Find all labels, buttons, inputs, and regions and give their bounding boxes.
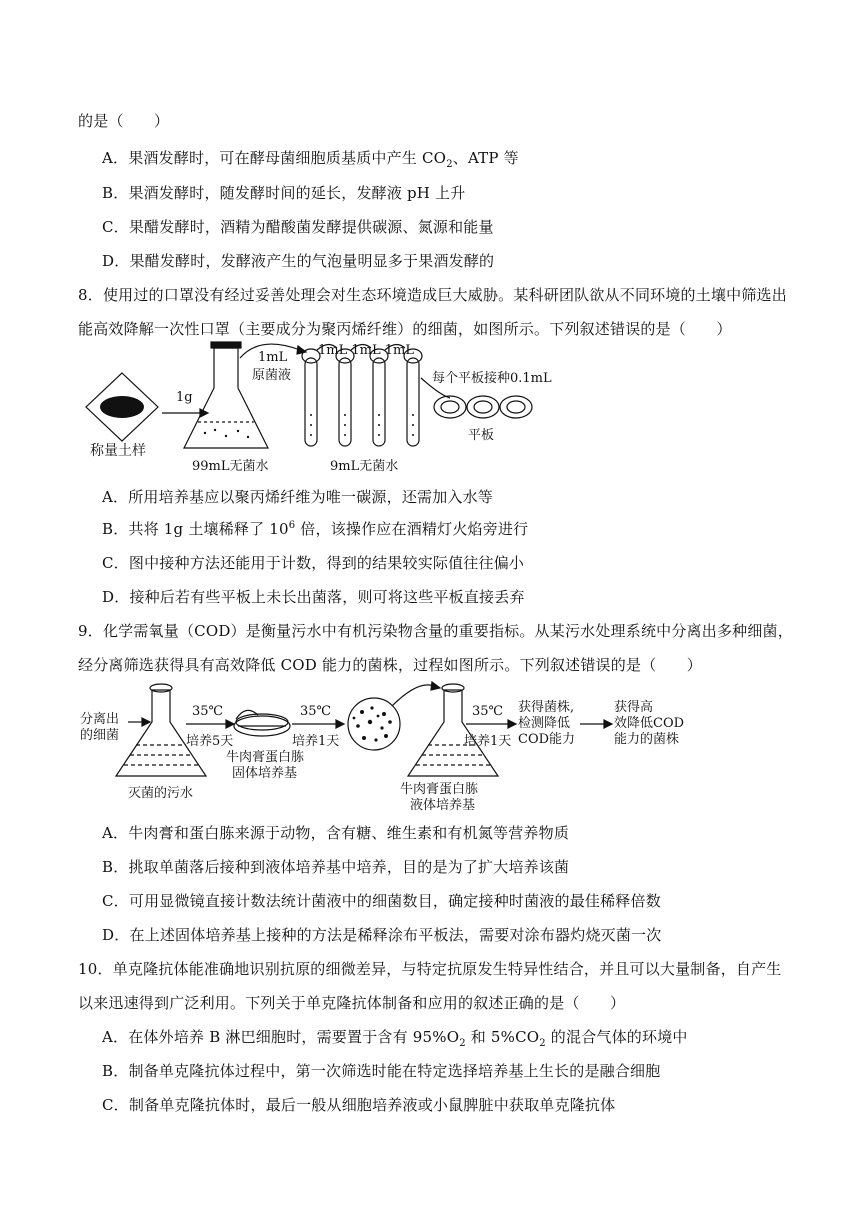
- subscript: 2: [459, 1038, 466, 1049]
- q9-option-d: [102, 924, 661, 945]
- q9-option-b: [102, 856, 569, 877]
- q7-option-a: [102, 147, 519, 170]
- q8-option-d: [102, 586, 525, 607]
- test-tubes: [302, 349, 422, 446]
- start-label-2: 的细菌: [80, 728, 120, 743]
- option-letter: B．: [102, 858, 129, 876]
- option-letter: D．: [102, 588, 130, 606]
- q9-stem-line2: 经分离筛选获得具有高效降低 COD 能力的菌株，过程如图所示。下列叙述错误的是（ ）: [78, 656, 702, 674]
- superscript: 6: [288, 520, 296, 531]
- stock-solution-label: 原菌液: [252, 368, 292, 383]
- q9-option-a: [102, 822, 569, 843]
- temp-label-3: 35℃: [472, 704, 504, 719]
- plate-label-2: 固体培养基: [232, 766, 298, 781]
- q7-option-c: [102, 216, 494, 237]
- option-letter: A．: [102, 1028, 129, 1046]
- subscript: 2: [539, 1038, 546, 1049]
- plates-note: 每个平板接种0.1mL: [432, 371, 552, 386]
- temp-label-2: 35℃: [300, 704, 332, 719]
- option-text-cont: 、ATP 等: [452, 149, 519, 167]
- result1-line1: 获得菌株,: [518, 700, 575, 715]
- option-text: 果醋发酵时，发酵液产生的气泡量明显多于果酒发酵的: [129, 252, 495, 270]
- q8-option-c: [102, 552, 524, 573]
- flask-label: 99mL无菌水: [192, 459, 269, 474]
- q10-option-b: [102, 1060, 660, 1081]
- flask2-label-2: 液体培养基: [410, 798, 476, 813]
- result2-line2: 效降低COD: [614, 716, 685, 731]
- option-text-cont: 和 5%CO: [465, 1028, 540, 1046]
- option-letter: B．: [102, 1062, 129, 1080]
- option-letter: D．: [102, 926, 130, 944]
- q7-option-d: [102, 250, 494, 271]
- plate-label-1: 牛肉膏蛋白胨: [226, 750, 305, 765]
- q8-stem-line1: 8．使用过的口罩没有经过妥善处理会对生态环境造成巨大威胁。某科研团队欲从不同环境的土壤中筛选出: [78, 286, 787, 304]
- option-text: 果酒发酵时，随发酵时间的延长，发酵液 pH 上升: [128, 184, 466, 202]
- subscript: 2: [446, 159, 453, 170]
- result1-line2: 检测降低: [518, 716, 571, 731]
- tubes-label: 9mL无菌水: [330, 459, 399, 474]
- option-text: 共将 1g 土壤稀释了 10: [128, 520, 289, 538]
- weight-label: 1g: [176, 390, 193, 405]
- option-text: 挑取单菌落后接种到液体培养基中培养，目的是为了扩大培养该菌: [128, 858, 570, 876]
- option-letter: C．: [102, 1096, 129, 1114]
- dilution-flask: [184, 348, 268, 448]
- agar-plates: [434, 396, 532, 418]
- option-text: 图中接种方法还能用于计数，得到的结果较实际值往往偏小: [128, 554, 525, 572]
- q7-stem-tail: 的是（ ）: [78, 112, 170, 130]
- start-label-1: 分离出: [80, 712, 120, 727]
- q10-stem-line1: 10．单克隆抗体能准确地识别抗原的细微差异，与特定抗原发生特异性结合，并且可以大量制备，自产生: [78, 960, 782, 978]
- q10-option-a: [102, 1026, 688, 1049]
- option-letter: A．: [102, 488, 129, 506]
- flask1-label: 灭菌的污水: [128, 786, 194, 801]
- option-letter: B．: [102, 184, 129, 202]
- colonies-view: [348, 698, 400, 750]
- option-text: 果醋发酵时，酒精为醋酸菌发酵提供碳源、氮源和能量: [128, 218, 494, 236]
- option-text: 可用显微镜直接计数法统计菌液中的细菌数目，确定接种时菌液的最佳稀释倍数: [128, 892, 661, 910]
- q10-option-c: [102, 1094, 615, 1115]
- option-text-cont: 倍，该操作应在酒精灯火焰旁进行: [295, 520, 529, 538]
- time-label-2: 培养1天: [292, 734, 340, 749]
- option-letter: D．: [102, 252, 130, 270]
- option-letter: C．: [102, 218, 129, 236]
- soil-sample-paper: [86, 373, 158, 441]
- time-label-3: 培养1天: [464, 734, 512, 749]
- result1-line3: COD能力: [518, 732, 576, 747]
- soil-label: 称量土样: [90, 443, 146, 459]
- option-text: 果酒发酵时，可在酵母菌细胞质基质中产生 CO: [128, 149, 447, 167]
- option-letter: B．: [102, 520, 129, 538]
- option-text: 接种后若有些平板上未长出菌落，则可将这些平板直接丢弃: [129, 588, 525, 606]
- q9-option-c: [102, 890, 661, 911]
- soil-blob: [100, 396, 144, 418]
- result2-line3: 能力的菌株: [614, 732, 680, 747]
- option-text: 所用培养基应以聚丙烯纤维为唯一碳源，还需加入水等: [128, 488, 494, 506]
- option-text: 制备单克隆抗体过程中，第一次筛选时能在特定选择培养基上生长的是融合细胞: [128, 1062, 661, 1080]
- stock-volume-label: 1mL: [258, 350, 288, 365]
- q10-stem-line2: 以来迅速得到广泛利用。下列关于单克隆抗体制备和应用的叙述正确的是（ ）: [78, 994, 626, 1012]
- option-text: 制备单克隆抗体时，最后一般从细胞培养液或小鼠脾脏中获取单克隆抗体: [128, 1096, 616, 1114]
- option-text: 在上述固体培养基上接种的方法是稀释涂布平板法，需要对涂布器灼烧灭菌一次: [129, 926, 662, 944]
- option-letter: A．: [102, 149, 129, 167]
- temp-label-1: 35℃: [192, 704, 224, 719]
- result1-label: [518, 700, 575, 748]
- option-text: 牛肉膏和蛋白胨来源于动物，含有糖、维生素和有机氮等营养物质: [128, 824, 570, 842]
- q8-option-b: [102, 518, 528, 539]
- option-letter: C．: [102, 892, 129, 910]
- q8-option-a: [102, 486, 493, 507]
- option-text-cont: 的混合气体的环境中: [545, 1028, 688, 1046]
- option-letter: A．: [102, 824, 129, 842]
- result2-label: [614, 700, 684, 748]
- option-text: 在体外培养 B 淋巴细胞时，需要置于含有 95%O: [128, 1028, 460, 1046]
- plates-label: 平板: [468, 428, 495, 443]
- q8-stem-line2: 能高效降解一次性口罩（主要成分为聚丙烯纤维）的细菌，如图所示。下列叙述错误的是（ ）: [78, 320, 732, 338]
- flask2-label-1: 牛肉膏蛋白胨: [400, 782, 479, 797]
- result2-line1: 获得高: [614, 700, 654, 715]
- option-letter: C．: [102, 554, 129, 572]
- q9-stem-line1: 9．化学需氧量（COD）是衡量污水中有机污染物含量的重要指标。从某污水处理系统中分离出多种细菌，: [78, 622, 793, 640]
- transfer-volume-label: 1mL 1mL 1mL: [318, 343, 414, 358]
- time-label-1: 培养5天: [186, 734, 234, 749]
- colony-dots: [353, 706, 392, 741]
- q7-option-b: [102, 182, 465, 203]
- solid-medium-plate: [234, 716, 290, 736]
